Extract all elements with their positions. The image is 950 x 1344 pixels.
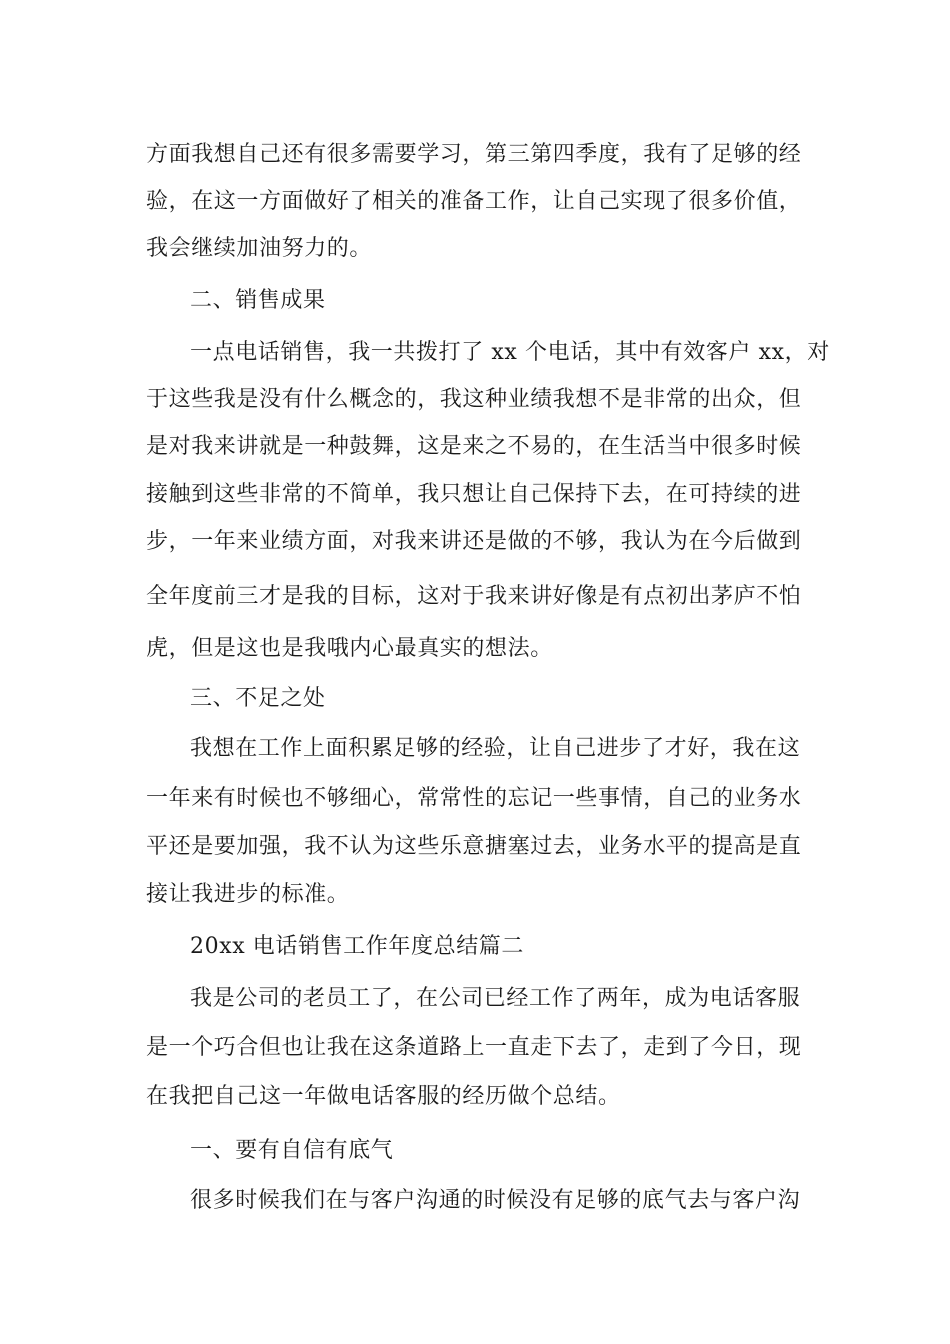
body-text-line: 于这些我是没有什么概念的，我这种业绩我想不是非常的出众，但 (146, 387, 802, 412)
body-text-line: 一年来有时候也不够细心，常常性的忘记一些事情，自己的业务水 (146, 786, 802, 811)
section-heading: 三、不足之处 (190, 686, 326, 711)
body-text-line: 是对我来讲就是一种鼓舞，这是来之不易的，在生活当中很多时候 (146, 434, 802, 459)
body-text-line: 步，一年来业绩方面，对我来讲还是做的不够，我认为在今后做到 (146, 529, 802, 554)
body-text-line: 接触到这些非常的不简单，我只想让自己保持下去，在可持续的进 (146, 482, 802, 507)
body-text-line: 我会继续加油努力的。 (146, 236, 373, 261)
body-text-line: 接让我进步的标准。 (146, 882, 350, 907)
body-text-line: 方面我想自己还有很多需要学习，第三第四季度，我有了足够的经 (146, 142, 802, 167)
body-text-line: 全年度前三才是我的目标，这对于我来讲好像是有点初出茅庐不怕 (146, 584, 802, 609)
body-text-line: 很多时候我们在与客户沟通的时候没有足够的底气去与客户沟 (190, 1188, 801, 1213)
body-text-line: 在我把自己这一年做电话客服的经历做个总结。 (146, 1084, 621, 1109)
body-text-line: 是一个巧合但也让我在这条道路上一直走下去了，走到了今日，现 (146, 1035, 802, 1060)
section-heading: 二、销售成果 (190, 288, 326, 313)
body-text-line: 平还是要加强，我不认为这些乐意搪塞过去，业务水平的提高是直 (146, 834, 802, 859)
body-text-line: 我想在工作上面积累足够的经验，让自己进步了才好，我在这 (190, 736, 801, 761)
section-heading: 一、要有自信有底气 (190, 1138, 394, 1163)
section-heading: 20xx 电话销售工作年度总结篇二 (190, 934, 525, 959)
body-text-line: 虎，但是这也是我哦内心最真实的想法。 (146, 636, 553, 661)
body-text-line: 一点电话销售，我一共拨打了 xx 个电话，其中有效客户 xx，对 (190, 340, 830, 365)
body-text-line: 我是公司的老员工了，在公司已经工作了两年，成为电话客服 (190, 986, 801, 1011)
body-text-line: 验，在这一方面做好了相关的准备工作，让自己实现了很多价值， (146, 189, 802, 214)
